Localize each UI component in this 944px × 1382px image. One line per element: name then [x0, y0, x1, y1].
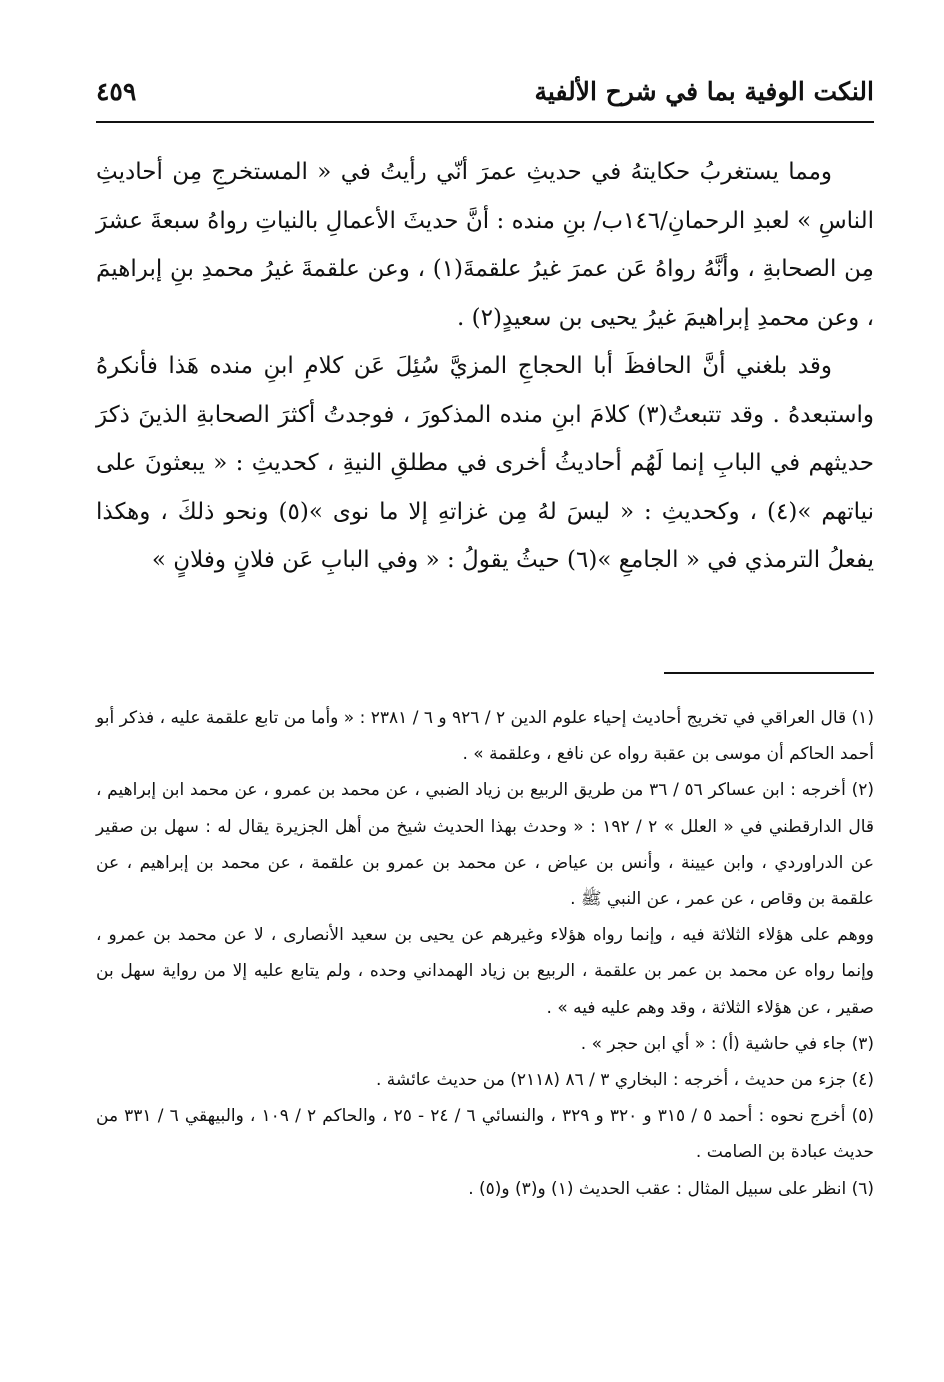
header-rule — [96, 121, 874, 123]
footnotes — [96, 700, 874, 1207]
footnote-6: (٦) انظر على سبيل المثال : عقب الحديث (١) و(٣) و(٥) . — [468, 1178, 874, 1199]
footnote-1: (١) قال العراقي في تخريج أحاديث إحياء علوم الدين ٢ / ٩٢٦ و ٦ / ٢٣٨١ : « وأما من تابع علقمة عليه ، فذكر أبو أحمد الحاكم أن موسى بن عقبة رواه عن نافع ، وعلقمة » . — [96, 708, 874, 765]
footnote-2: (٢) أخرجه : ابن عساكر ٥٦ / ٣٦ من طريق الربيع بن زياد الضبي ، عن محمد بن عمرو ، عن محمد ابن إبراهيم ، قال الدارقطني في « العلل » ٢ / ١٩٢ : « وحدث بهذا الحديث شيخ من أهل الجزيرة يقال له : سهل بن صقير عن الدراوردي ، وابن عيينة ، وأنس بن عياض ، عن محمد بن عمرو بن علقمة ، عن محمد بن إبراهيم ، عن علقمة بن وقاص ، عن عمر ، عن النبي ﷺ . — [96, 780, 874, 910]
footnote-5: (٥) أخرج نحوه : أحمد ٥ / ٣١٥ و ٣٢٠ و ٣٢٩ ، والنسائي ٦ / ٢٤ - ٢٥ ، والحاكم ٢ / ١٠٩ ، والبيهقي ٦ / ٣٣١ من حديث عبادة بن الصامت . — [96, 1106, 874, 1163]
running-title: النكت الوفية بما في شرح الألفية — [534, 77, 874, 106]
body-paragraph: وقد بلغني أنَّ الحافظَ أبا الحجاجِ المزيَّ سُئِلَ عَن كلامِ ابنِ منده هَذا فأنكرهُ واستبعدهُ . وقد تتبعتُ(٣) كلامَ ابنِ منده المذكورَ ، فوجدتُ أكثرَ الصحابةِ الذينَ ذكرَ حديثهم في البابِ إنما لَهُم أحاديثُ أخرى في مطلقِ النيةِ ، كحديثِ : « يبعثونَ على نياتهم »(٤) ، وكحديثِ : « ليسَ لهُ مِن غزاتهِ إلا ما نوى »(٥) ونحو ذلكَ ، وهكذا يفعلُ الترمذي في « الجامعِ »(٦) حيثُ يقولُ : « وفي البابِ عَن فلانٍ وفلانٍ » — [96, 353, 875, 573]
page-header — [96, 72, 874, 120]
footnote-2-continuation: ووهم على هؤلاء الثلاثة فيه ، وإنما رواه هؤلاء وغيرهم عن يحيى بن سعيد الأنصارى ، لا عن محمد بن عمرو ، وإنما رواه عن محمد بن عمر بن علقمة ، الربيع بن زياد الهمداني وحده ، ولم يتابع عليه إلا من رواية سهل بن صقير ، عن هؤلاء الثلاثة ، وقد وهم عليه فيه » . — [96, 925, 874, 1018]
footnote-3: (٣) جاء في حاشية (أ) : « أي ابن حجر » . — [580, 1033, 874, 1054]
footnote-4: (٤) جزء من حديث ، أخرجه : البخاري ٣ / ٨٦ (٢١١٨) من حديث عائشة . — [375, 1070, 874, 1091]
body-paragraph: ومما يستغربُ حكايتهُ في حديثِ عمرَ أنّي رأيتُ في « المستخرجِ مِن أحاديثِ الناسِ » لعبدِ الرحمانِ/١٤٦ب/ بنِ منده : أنَّ حديثَ الأعمالِ بالنياتِ رواهُ سبعةَ عشرَ مِن الصحابةِ ، وأنَّهُ رواهُ عَن عمرَ غيرُ علقمةَ(١) ، وعن علقمةَ غيرُ محمدِ بنِ إبراهيمَ ، وعن محمدِ إبراهيمَ غيرُ يحيى بن سعيدٍ(٢) . — [96, 159, 874, 331]
footnote-separator — [664, 672, 874, 674]
main-text — [96, 148, 874, 585]
page-number: ٤٥٩ — [96, 77, 137, 106]
